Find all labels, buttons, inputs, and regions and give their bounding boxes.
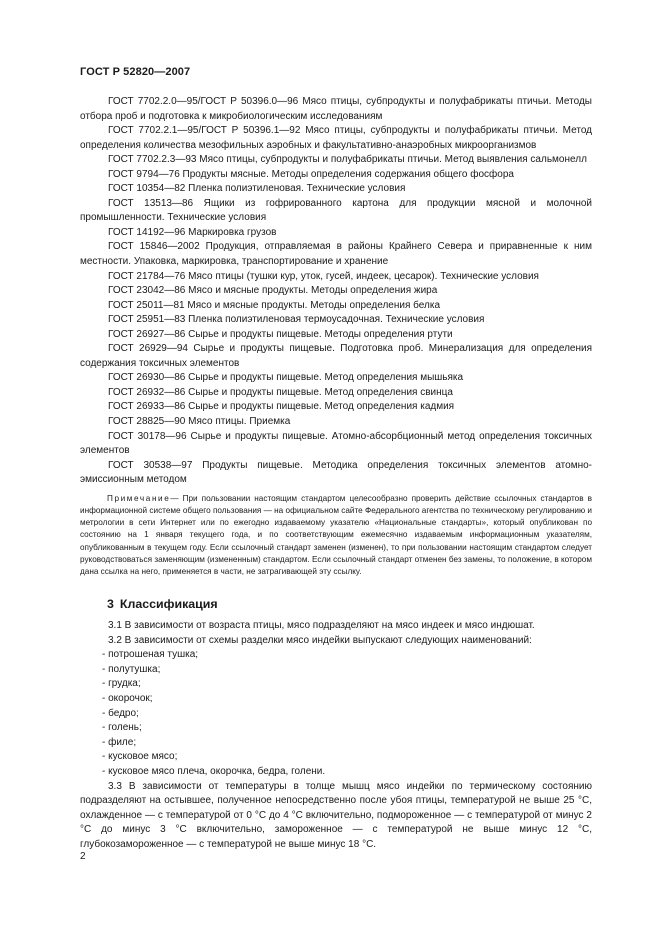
list-item: - потрошеная тушка; bbox=[102, 649, 199, 661]
note-label: Примечание bbox=[107, 494, 171, 503]
reference-item: ГОСТ 13513—86 Ящики из гофрированного картона для продукции мясной и молочной промышленности. Технические условия bbox=[80, 197, 592, 224]
clause-3-3: 3.3 В зависимости от температуры в толще мышц мясо индейки по термическому состоянию подразделяют на остывшее, полученное непосредственно после убоя птицы, температурой не выше 25 °С, охлажденное — с температурой от 0 °С до 4 °С включительно, подмороженное — с температурой от минус 2 °С до минус 3 °С включительно, замороженное — с температурой не выше минус 12 °С, глубокозамороженное — с температурой не выше минус 18 °С. bbox=[80, 780, 592, 850]
clause-3-1: 3.1 В зависимости от возраста птицы, мясо подразделяют на мясо индеек и мясо индюшат. bbox=[108, 620, 535, 631]
reference-item: ГОСТ 26932—86 Сырье и продукты пищевые. Метод определения свинца bbox=[108, 386, 453, 398]
reference-item: ГОСТ 9794—76 Продукты мясные. Методы определения содержания общего фосфора bbox=[108, 168, 514, 180]
reference-item: ГОСТ 30538—97 Продукты пищевые. Методика определения токсичных элементов атомно-эмиссионным методом bbox=[80, 459, 592, 486]
section-number: 3 bbox=[107, 597, 114, 611]
reference-item: ГОСТ 26933—86 Сырье и продукты пищевые. Метод определения кадмия bbox=[108, 401, 455, 413]
note-paragraph bbox=[80, 493, 592, 578]
section-title: Классификация bbox=[119, 597, 218, 611]
reference-item: ГОСТ 25011—81 Мясо и мясные продукты. Методы определения белка bbox=[108, 299, 441, 311]
reference-item: ГОСТ 21784—76 Мясо птицы (тушки кур, уток, гусей, индеек, цесарок). Технические условия bbox=[108, 270, 539, 282]
document-header: ГОСТ Р 52820—2007 bbox=[80, 66, 191, 78]
reference-item: ГОСТ 14192—96 Маркировка грузов bbox=[108, 226, 277, 238]
reference-item: ГОСТ 23042—86 Мясо и мясные продукты. Методы определения жира bbox=[108, 285, 438, 297]
list-item: - бедро; bbox=[102, 707, 139, 719]
reference-item: ГОСТ 15846—2002 Продукция, отправляемая в районы Крайнего Севера и приравненные к ним местности. Упаковка, маркировка, транспортирование и хранение bbox=[80, 241, 592, 268]
normative-references bbox=[80, 95, 592, 488]
cuts-list bbox=[80, 648, 592, 779]
reference-item: ГОСТ 7702.2.3—93 Мясо птицы, субпродукты и полуфабрикаты птичьи. Метод выявления сальмонелл bbox=[108, 154, 587, 166]
reference-item: ГОСТ 7702.2.0—95/ГОСТ Р 50396.0—96 Мясо птицы, субпродукты и полуфабрикаты птичьи. Методы отбора проб и подготовка к микробиологическим исследованиям bbox=[80, 96, 592, 122]
list-item: - кусковое мясо плеча, окорочка, бедра, голени. bbox=[102, 765, 326, 777]
note-text: — При пользовании настоящим стандартом целесообразно проверить действие ссылочных стандартов в информационной системе общего пользования — на официальном сайте Федерального агентства по техническому регулированию и метрологии в сети Интернет или по ежегодно издаваемому указателю «Национальные стандарты», который опубликован по состоянию на 1 января текущего года, и по соответствующим ежемесячно издаваемым информационным указателям, опубликованным в текущем году. Если ссылочный стандарт заменен (изменен), то при пользовании настоящим стандартом следует руководствоваться заменяющим (измененным) стандартом. Если ссылочный стандарт отменен без замены, то положение, в котором дана ссылка на него, применяется в части, не затрагивающей эту ссылку. bbox=[80, 494, 592, 576]
section-body bbox=[80, 619, 592, 853]
reference-item: ГОСТ 26930—86 Сырье и продукты пищевые. Метод определения мышьяка bbox=[108, 372, 464, 384]
list-item: - кусковое мясо; bbox=[102, 751, 178, 763]
reference-item: ГОСТ 30178—96 Сырье и продукты пищевые. Атомно-абсорбционный метод определения токсичных элементов bbox=[80, 430, 592, 457]
reference-item: ГОСТ 25951—83 Пленка полиэтиленовая термоусадочная. Технические условия bbox=[108, 314, 485, 326]
reference-item: ГОСТ 10354—82 Пленка полиэтиленовая. Технические условия bbox=[108, 183, 406, 195]
page-number: 2 bbox=[80, 851, 86, 862]
reference-item: ГОСТ 26929—94 Сырье и продукты пищевые. Подготовка проб. Минерализация для определения содержания токсичных элементов bbox=[80, 343, 592, 369]
reference-item: ГОСТ 26927—86 Сырье и продукты пищевые. Методы определения ртути bbox=[108, 328, 453, 340]
list-item: - голень; bbox=[102, 722, 142, 734]
reference-item: ГОСТ 28825—90 Мясо птицы. Приемка bbox=[108, 416, 291, 428]
list-item: - полутушка; bbox=[102, 663, 161, 675]
list-item: - окорочок; bbox=[102, 692, 153, 704]
reference-item: ГОСТ 7702.2.1—95/ГОСТ Р 50396.1—92 Мясо птицы, субпродукты и полуфабрикаты птичьи. Метод определения количества мезофильных аэробных и факультативно-анаэробных микроорганизмов bbox=[80, 125, 592, 151]
clause-3-2: 3.2 В зависимости от схемы разделки мясо индейки выпускают следующих наименований: bbox=[108, 634, 532, 646]
list-item: - грудка; bbox=[102, 678, 141, 690]
list-item: - филе; bbox=[102, 736, 137, 748]
section-heading bbox=[107, 597, 224, 611]
note-block bbox=[80, 493, 592, 578]
